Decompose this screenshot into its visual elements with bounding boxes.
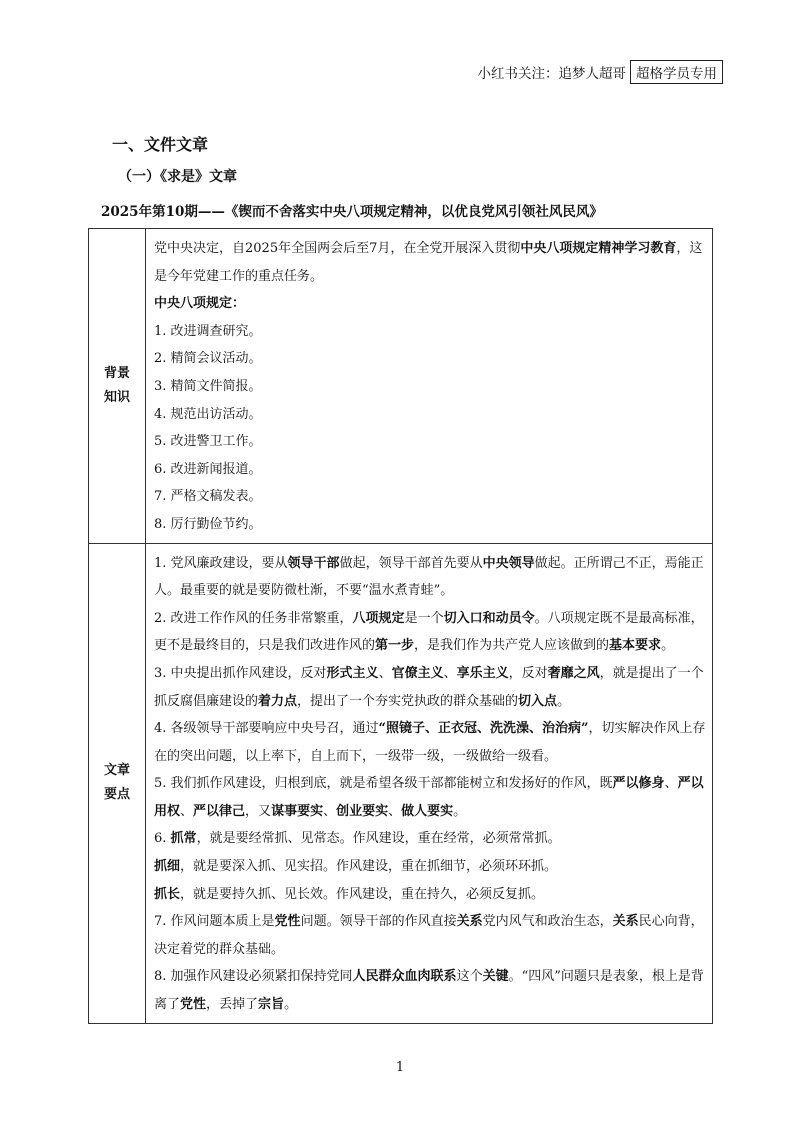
page-header — [478, 60, 724, 84]
background-intro: 党中央决定，自2025年全国两会后至7月，在全党开展深入贯彻中央八项规定精神学习教育，这是今年党建工作的重点任务。 — [154, 241, 703, 284]
point-paragraph: 6. 抓常，就是要经常抓、见常态。作风建设，重在经常，必须常常抓。 — [154, 831, 561, 847]
background-content — [146, 229, 713, 544]
rule-item: 8. 厉行勤俭节约。 — [154, 516, 262, 532]
point-paragraph: 5. 我们抓作风建设，归根到底，就是希望各级干部都能树立和发扬好的作风，既严以修身、严以用权、严以律己，又谋事要实、创业要实、做人要实。 — [154, 776, 704, 819]
point-paragraph: 7. 作风问题本质上是党性问题。领导干部的作风直接关系党内风气和政治生态，关系民心向背，决定着党的群众基础。 — [154, 914, 704, 957]
point-paragraph: 抓长，就是要持久抓、见长效。作风建设，重在持久，必须反复抓。 — [154, 886, 545, 902]
point-paragraph: 4. 各级领导干部要响应中央号召，通过“照镜子、正衣冠、洗洗澡、治治病”，切实解决作风上存在的突出问题，以上率下，自上而下，一级带一级，一级做给一级看。 — [154, 721, 706, 764]
points-label: 文章 要点 — [89, 543, 146, 1023]
point-paragraph: 1. 党风廉政建设，要从领导干部做起，领导干部首先要从中央领导做起。正所谓己不正，焉能正人。最重要的就是要防微杜渐，不要“温水煮青蛙”。 — [154, 555, 704, 599]
background-label: 背景 知识 — [89, 229, 146, 544]
header-follow-text: 小红书关注：追梦人超哥 — [477, 66, 626, 82]
rule-item: 3. 精简文件简报。 — [154, 378, 262, 394]
page-number: 1 — [395, 1060, 405, 1075]
header-tag: 超格学员专用 — [630, 60, 723, 84]
subsection-title: （一）《求是》文章 — [118, 169, 237, 185]
rules-title: 中央八项规定： — [154, 296, 246, 312]
point-paragraph: 8. 加强作风建设必须紧扣保持党同人民群众血肉联系这个关键。“四风”问题只是表象，根上是背离了党性，丢掉了宗旨。 — [154, 969, 704, 1013]
point-paragraph: 2. 改进工作作风的任务非常繁重，八项规定是一个切入口和动员令。八项规定既不是最高标准，更不是最终目的，只是我们改进作风的第一步，是我们作为共产党人应该做到的基本要求。 — [154, 610, 704, 654]
summary-table — [88, 228, 713, 1024]
point-paragraph: 抓细，就是要深入抓、见实招。作风建设，重在抓细节，必须环环抓。 — [154, 859, 558, 875]
rule-item: 2. 精简会议活动。 — [154, 351, 262, 367]
rules-list — [154, 318, 706, 539]
point-paragraph: 3. 中央提出抓作风建设，反对形式主义、官僚主义、享乐主义，反对奢靡之风，就是提出了一个抓反腐倡廉建设的着力点，提出了一个夯实党执政的群众基础的切入点。 — [154, 665, 704, 709]
rule-item: 6. 改进新闻报道。 — [154, 461, 262, 477]
background-row — [89, 229, 713, 544]
rule-item: 1. 改进调查研究。 — [154, 323, 262, 339]
section-title: 一、文件文章 — [112, 135, 209, 154]
issue-line: 2025年第10期——《锲而不舍落实中央八项规定精神，以优良党风引领社风民风》 — [101, 204, 603, 220]
points-row — [89, 543, 713, 1023]
rule-item: 7. 严格文稿发表。 — [154, 489, 262, 505]
rule-item: 4. 规范出访活动。 — [154, 406, 262, 422]
points-content — [146, 543, 713, 1023]
rule-item: 5. 改进警卫工作。 — [154, 434, 262, 450]
